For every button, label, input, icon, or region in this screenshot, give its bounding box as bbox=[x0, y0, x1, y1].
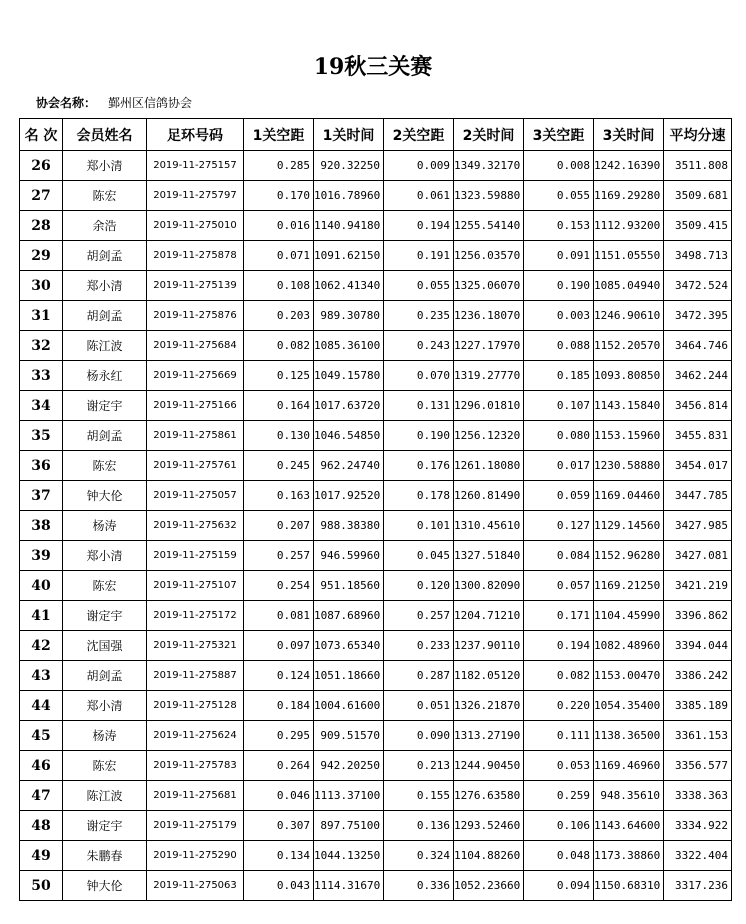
stage1-distance-cell: 0.264 bbox=[244, 751, 314, 781]
average-speed-cell: 3361.153 bbox=[664, 721, 732, 751]
table-row bbox=[20, 211, 732, 241]
col-stage2-distance: 2关空距 bbox=[384, 119, 454, 151]
member-name-cell: 杨永红 bbox=[63, 361, 147, 391]
col-stage1-time: 1关时间 bbox=[314, 119, 384, 151]
member-name-cell: 朱鹏春 bbox=[63, 841, 147, 871]
table-row bbox=[20, 151, 732, 181]
stage2-distance-cell: 0.235 bbox=[384, 301, 454, 331]
stage2-distance-cell: 0.070 bbox=[384, 361, 454, 391]
stage3-time-cell: 948.35610 bbox=[594, 781, 664, 811]
stage2-distance-cell: 0.155 bbox=[384, 781, 454, 811]
stage1-time-cell: 1017.63720 bbox=[314, 391, 384, 421]
ring-number-cell: 2019-11-275063 bbox=[147, 871, 244, 901]
stage2-time-cell: 1237.90110 bbox=[454, 631, 524, 661]
stage3-time-cell: 1242.16390 bbox=[594, 151, 664, 181]
stage2-distance-cell: 0.131 bbox=[384, 391, 454, 421]
stage1-time-cell: 920.32250 bbox=[314, 151, 384, 181]
member-name-cell: 胡剑孟 bbox=[63, 421, 147, 451]
stage3-distance-cell: 0.088 bbox=[524, 331, 594, 361]
stage1-distance-cell: 0.170 bbox=[244, 181, 314, 211]
stage1-distance-cell: 0.245 bbox=[244, 451, 314, 481]
average-speed-cell: 3472.395 bbox=[664, 301, 732, 331]
table-row bbox=[20, 751, 732, 781]
rank-cell: 42 bbox=[20, 631, 63, 661]
stage3-time-cell: 1152.20570 bbox=[594, 331, 664, 361]
rank-cell: 45 bbox=[20, 721, 63, 751]
col-average-speed: 平均分速 bbox=[664, 119, 732, 151]
stage1-distance-cell: 0.125 bbox=[244, 361, 314, 391]
rank-cell: 29 bbox=[20, 241, 63, 271]
stage1-distance-cell: 0.124 bbox=[244, 661, 314, 691]
average-speed-cell: 3472.524 bbox=[664, 271, 732, 301]
ring-number-cell: 2019-11-275166 bbox=[147, 391, 244, 421]
stage2-distance-cell: 0.136 bbox=[384, 811, 454, 841]
stage2-distance-cell: 0.061 bbox=[384, 181, 454, 211]
average-speed-cell: 3456.814 bbox=[664, 391, 732, 421]
stage1-time-cell: 1091.62150 bbox=[314, 241, 384, 271]
member-name-cell: 余浩 bbox=[63, 211, 147, 241]
stage3-distance-cell: 0.127 bbox=[524, 511, 594, 541]
stage1-distance-cell: 0.130 bbox=[244, 421, 314, 451]
table-row bbox=[20, 601, 732, 631]
ring-number-cell: 2019-11-275321 bbox=[147, 631, 244, 661]
stage2-distance-cell: 0.051 bbox=[384, 691, 454, 721]
stage3-time-cell: 1129.14560 bbox=[594, 511, 664, 541]
ring-number-cell: 2019-11-275107 bbox=[147, 571, 244, 601]
stage1-distance-cell: 0.016 bbox=[244, 211, 314, 241]
stage2-time-cell: 1293.52460 bbox=[454, 811, 524, 841]
stage3-distance-cell: 0.194 bbox=[524, 631, 594, 661]
stage3-distance-cell: 0.106 bbox=[524, 811, 594, 841]
stage2-time-cell: 1204.71210 bbox=[454, 601, 524, 631]
member-name-cell: 谢定宇 bbox=[63, 391, 147, 421]
stage1-time-cell: 1017.92520 bbox=[314, 481, 384, 511]
stage2-distance-cell: 0.190 bbox=[384, 421, 454, 451]
ring-number-cell: 2019-11-275624 bbox=[147, 721, 244, 751]
stage2-distance-cell: 0.176 bbox=[384, 451, 454, 481]
stage1-distance-cell: 0.254 bbox=[244, 571, 314, 601]
stage3-time-cell: 1143.64600 bbox=[594, 811, 664, 841]
stage2-distance-cell: 0.324 bbox=[384, 841, 454, 871]
stage1-time-cell: 942.20250 bbox=[314, 751, 384, 781]
average-speed-cell: 3427.081 bbox=[664, 541, 732, 571]
stage2-distance-cell: 0.178 bbox=[384, 481, 454, 511]
average-speed-cell: 3356.577 bbox=[664, 751, 732, 781]
stage1-time-cell: 946.59960 bbox=[314, 541, 384, 571]
table-row bbox=[20, 331, 732, 361]
results-table bbox=[19, 118, 732, 901]
stage2-time-cell: 1260.81490 bbox=[454, 481, 524, 511]
rank-cell: 35 bbox=[20, 421, 63, 451]
stage2-distance-cell: 0.101 bbox=[384, 511, 454, 541]
col-stage3-time: 3关时间 bbox=[594, 119, 664, 151]
member-name-cell: 陈宏 bbox=[63, 571, 147, 601]
average-speed-cell: 3462.244 bbox=[664, 361, 732, 391]
stage2-time-cell: 1326.21870 bbox=[454, 691, 524, 721]
ring-number-cell: 2019-11-275057 bbox=[147, 481, 244, 511]
stage3-time-cell: 1143.15840 bbox=[594, 391, 664, 421]
average-speed-cell: 3394.044 bbox=[664, 631, 732, 661]
stage1-time-cell: 1087.68960 bbox=[314, 601, 384, 631]
average-speed-cell: 3421.219 bbox=[664, 571, 732, 601]
stage3-distance-cell: 0.091 bbox=[524, 241, 594, 271]
stage3-distance-cell: 0.048 bbox=[524, 841, 594, 871]
stage2-distance-cell: 0.090 bbox=[384, 721, 454, 751]
rank-cell: 40 bbox=[20, 571, 63, 601]
rank-cell: 49 bbox=[20, 841, 63, 871]
stage3-distance-cell: 0.003 bbox=[524, 301, 594, 331]
stage1-distance-cell: 0.097 bbox=[244, 631, 314, 661]
stage2-time-cell: 1256.03570 bbox=[454, 241, 524, 271]
stage2-time-cell: 1300.82090 bbox=[454, 571, 524, 601]
col-stage2-time: 2关时间 bbox=[454, 119, 524, 151]
average-speed-cell: 3385.189 bbox=[664, 691, 732, 721]
member-name-cell: 钟大伦 bbox=[63, 481, 147, 511]
stage2-time-cell: 1255.54140 bbox=[454, 211, 524, 241]
stage1-time-cell: 1051.18660 bbox=[314, 661, 384, 691]
stage2-distance-cell: 0.336 bbox=[384, 871, 454, 901]
average-speed-cell: 3454.017 bbox=[664, 451, 732, 481]
stage3-distance-cell: 0.053 bbox=[524, 751, 594, 781]
member-name-cell: 钟大伦 bbox=[63, 871, 147, 901]
average-speed-cell: 3334.922 bbox=[664, 811, 732, 841]
stage3-time-cell: 1138.36500 bbox=[594, 721, 664, 751]
col-member-name: 会员姓名 bbox=[63, 119, 147, 151]
rank-cell: 41 bbox=[20, 601, 63, 631]
ring-number-cell: 2019-11-275128 bbox=[147, 691, 244, 721]
rank-cell: 30 bbox=[20, 271, 63, 301]
ring-number-cell: 2019-11-275157 bbox=[147, 151, 244, 181]
stage2-distance-cell: 0.213 bbox=[384, 751, 454, 781]
stage2-distance-cell: 0.287 bbox=[384, 661, 454, 691]
stage2-time-cell: 1052.23660 bbox=[454, 871, 524, 901]
stage2-distance-cell: 0.055 bbox=[384, 271, 454, 301]
table-row bbox=[20, 421, 732, 451]
stage3-distance-cell: 0.185 bbox=[524, 361, 594, 391]
stage1-time-cell: 988.38380 bbox=[314, 511, 384, 541]
ring-number-cell: 2019-11-275172 bbox=[147, 601, 244, 631]
stage1-distance-cell: 0.184 bbox=[244, 691, 314, 721]
stage1-distance-cell: 0.207 bbox=[244, 511, 314, 541]
table-row bbox=[20, 631, 732, 661]
average-speed-cell: 3396.862 bbox=[664, 601, 732, 631]
rank-cell: 28 bbox=[20, 211, 63, 241]
average-speed-cell: 3338.363 bbox=[664, 781, 732, 811]
stage1-time-cell: 1140.94180 bbox=[314, 211, 384, 241]
table-row bbox=[20, 361, 732, 391]
table-row bbox=[20, 691, 732, 721]
table-row bbox=[20, 811, 732, 841]
rank-cell: 46 bbox=[20, 751, 63, 781]
stage3-time-cell: 1150.68310 bbox=[594, 871, 664, 901]
stage1-distance-cell: 0.164 bbox=[244, 391, 314, 421]
rank-cell: 33 bbox=[20, 361, 63, 391]
stage2-distance-cell: 0.194 bbox=[384, 211, 454, 241]
stage2-time-cell: 1349.32170 bbox=[454, 151, 524, 181]
stage1-time-cell: 1049.15780 bbox=[314, 361, 384, 391]
stage2-time-cell: 1182.05120 bbox=[454, 661, 524, 691]
ring-number-cell: 2019-11-275887 bbox=[147, 661, 244, 691]
stage3-time-cell: 1054.35400 bbox=[594, 691, 664, 721]
stage3-time-cell: 1153.00470 bbox=[594, 661, 664, 691]
average-speed-cell: 3322.404 bbox=[664, 841, 732, 871]
stage3-distance-cell: 0.220 bbox=[524, 691, 594, 721]
average-speed-cell: 3498.713 bbox=[664, 241, 732, 271]
table-row bbox=[20, 451, 732, 481]
stage1-time-cell: 1062.41340 bbox=[314, 271, 384, 301]
stage2-time-cell: 1327.51840 bbox=[454, 541, 524, 571]
table-row bbox=[20, 391, 732, 421]
ring-number-cell: 2019-11-275681 bbox=[147, 781, 244, 811]
stage2-time-cell: 1227.17970 bbox=[454, 331, 524, 361]
stage3-distance-cell: 0.259 bbox=[524, 781, 594, 811]
stage3-distance-cell: 0.080 bbox=[524, 421, 594, 451]
page-title: 19秋三关赛 bbox=[313, 54, 433, 80]
table-row bbox=[20, 571, 732, 601]
stage3-distance-cell: 0.094 bbox=[524, 871, 594, 901]
stage3-distance-cell: 0.171 bbox=[524, 601, 594, 631]
table-row bbox=[20, 181, 732, 211]
stage1-time-cell: 962.24740 bbox=[314, 451, 384, 481]
member-name-cell: 郑小清 bbox=[63, 151, 147, 181]
average-speed-cell: 3317.236 bbox=[664, 871, 732, 901]
stage2-distance-cell: 0.120 bbox=[384, 571, 454, 601]
stage3-distance-cell: 0.059 bbox=[524, 481, 594, 511]
stage3-distance-cell: 0.082 bbox=[524, 661, 594, 691]
ring-number-cell: 2019-11-275632 bbox=[147, 511, 244, 541]
col-ring-number: 足环号码 bbox=[147, 119, 244, 151]
table-row bbox=[20, 661, 732, 691]
average-speed-cell: 3509.681 bbox=[664, 181, 732, 211]
stage1-time-cell: 951.18560 bbox=[314, 571, 384, 601]
member-name-cell: 陈江波 bbox=[63, 781, 147, 811]
stage1-distance-cell: 0.163 bbox=[244, 481, 314, 511]
stage1-distance-cell: 0.307 bbox=[244, 811, 314, 841]
table-row bbox=[20, 481, 732, 511]
stage2-time-cell: 1319.27770 bbox=[454, 361, 524, 391]
stage3-distance-cell: 0.111 bbox=[524, 721, 594, 751]
stage3-distance-cell: 0.084 bbox=[524, 541, 594, 571]
rank-cell: 27 bbox=[20, 181, 63, 211]
ring-number-cell: 2019-11-275179 bbox=[147, 811, 244, 841]
stage3-time-cell: 1169.46960 bbox=[594, 751, 664, 781]
ring-number-cell: 2019-11-275290 bbox=[147, 841, 244, 871]
stage1-time-cell: 989.30780 bbox=[314, 301, 384, 331]
stage1-distance-cell: 0.046 bbox=[244, 781, 314, 811]
stage1-time-cell: 909.51570 bbox=[314, 721, 384, 751]
stage3-time-cell: 1153.15960 bbox=[594, 421, 664, 451]
stage1-distance-cell: 0.081 bbox=[244, 601, 314, 631]
stage3-time-cell: 1151.05550 bbox=[594, 241, 664, 271]
stage1-distance-cell: 0.203 bbox=[244, 301, 314, 331]
stage2-time-cell: 1244.90450 bbox=[454, 751, 524, 781]
table-row bbox=[20, 871, 732, 901]
stage1-time-cell: 1004.61600 bbox=[314, 691, 384, 721]
ring-number-cell: 2019-11-275669 bbox=[147, 361, 244, 391]
stage2-time-cell: 1104.88260 bbox=[454, 841, 524, 871]
stage3-time-cell: 1230.58880 bbox=[594, 451, 664, 481]
stage1-distance-cell: 0.285 bbox=[244, 151, 314, 181]
stage3-distance-cell: 0.008 bbox=[524, 151, 594, 181]
stage2-time-cell: 1276.63580 bbox=[454, 781, 524, 811]
table-row bbox=[20, 271, 732, 301]
stage1-time-cell: 1044.13250 bbox=[314, 841, 384, 871]
ring-number-cell: 2019-11-275139 bbox=[147, 271, 244, 301]
stage2-distance-cell: 0.243 bbox=[384, 331, 454, 361]
ring-number-cell: 2019-11-275159 bbox=[147, 541, 244, 571]
header-row bbox=[20, 119, 732, 151]
ring-number-cell: 2019-11-275684 bbox=[147, 331, 244, 361]
col-rank: 名 次 bbox=[20, 119, 63, 151]
average-speed-cell: 3386.242 bbox=[664, 661, 732, 691]
stage1-time-cell: 1046.54850 bbox=[314, 421, 384, 451]
stage3-distance-cell: 0.153 bbox=[524, 211, 594, 241]
stage2-time-cell: 1310.45610 bbox=[454, 511, 524, 541]
col-stage3-distance: 3关空距 bbox=[524, 119, 594, 151]
stage3-time-cell: 1152.96280 bbox=[594, 541, 664, 571]
rank-cell: 44 bbox=[20, 691, 63, 721]
stage2-time-cell: 1236.18070 bbox=[454, 301, 524, 331]
table-row bbox=[20, 781, 732, 811]
stage1-distance-cell: 0.082 bbox=[244, 331, 314, 361]
stage3-time-cell: 1173.38860 bbox=[594, 841, 664, 871]
member-name-cell: 陈江波 bbox=[63, 331, 147, 361]
average-speed-cell: 3509.415 bbox=[664, 211, 732, 241]
member-name-cell: 郑小清 bbox=[63, 541, 147, 571]
stage1-time-cell: 1114.31670 bbox=[314, 871, 384, 901]
rank-cell: 48 bbox=[20, 811, 63, 841]
stage1-distance-cell: 0.043 bbox=[244, 871, 314, 901]
ring-number-cell: 2019-11-275010 bbox=[147, 211, 244, 241]
average-speed-cell: 3455.831 bbox=[664, 421, 732, 451]
ring-number-cell: 2019-11-275878 bbox=[147, 241, 244, 271]
stage2-distance-cell: 0.191 bbox=[384, 241, 454, 271]
ring-number-cell: 2019-11-275797 bbox=[147, 181, 244, 211]
rank-cell: 50 bbox=[20, 871, 63, 901]
stage3-time-cell: 1093.80850 bbox=[594, 361, 664, 391]
ring-number-cell: 2019-11-275876 bbox=[147, 301, 244, 331]
rank-cell: 32 bbox=[20, 331, 63, 361]
stage1-distance-cell: 0.108 bbox=[244, 271, 314, 301]
member-name-cell: 谢定宇 bbox=[63, 601, 147, 631]
stage3-time-cell: 1246.90610 bbox=[594, 301, 664, 331]
member-name-cell: 胡剑孟 bbox=[63, 241, 147, 271]
rank-cell: 43 bbox=[20, 661, 63, 691]
ring-number-cell: 2019-11-275783 bbox=[147, 751, 244, 781]
member-name-cell: 陈宏 bbox=[63, 451, 147, 481]
stage3-time-cell: 1112.93200 bbox=[594, 211, 664, 241]
rank-cell: 31 bbox=[20, 301, 63, 331]
table-row bbox=[20, 841, 732, 871]
stage1-time-cell: 1016.78960 bbox=[314, 181, 384, 211]
stage3-distance-cell: 0.107 bbox=[524, 391, 594, 421]
stage1-time-cell: 897.75100 bbox=[314, 811, 384, 841]
stage2-time-cell: 1323.59880 bbox=[454, 181, 524, 211]
average-speed-cell: 3464.746 bbox=[664, 331, 732, 361]
member-name-cell: 陈宏 bbox=[63, 751, 147, 781]
stage2-distance-cell: 0.233 bbox=[384, 631, 454, 661]
member-name-cell: 谢定宇 bbox=[63, 811, 147, 841]
stage1-time-cell: 1085.36100 bbox=[314, 331, 384, 361]
stage1-time-cell: 1113.37100 bbox=[314, 781, 384, 811]
stage1-distance-cell: 0.071 bbox=[244, 241, 314, 271]
stage3-time-cell: 1169.04460 bbox=[594, 481, 664, 511]
stage3-distance-cell: 0.017 bbox=[524, 451, 594, 481]
member-name-cell: 杨涛 bbox=[63, 721, 147, 751]
member-name-cell: 郑小清 bbox=[63, 691, 147, 721]
rank-cell: 37 bbox=[20, 481, 63, 511]
association-label: 协会名称： bbox=[36, 96, 97, 110]
member-name-cell: 胡剑孟 bbox=[63, 301, 147, 331]
average-speed-cell: 3511.808 bbox=[664, 151, 732, 181]
stage2-distance-cell: 0.009 bbox=[384, 151, 454, 181]
member-name-cell: 杨涛 bbox=[63, 511, 147, 541]
stage1-distance-cell: 0.257 bbox=[244, 541, 314, 571]
stage3-time-cell: 1082.48960 bbox=[594, 631, 664, 661]
average-speed-cell: 3447.785 bbox=[664, 481, 732, 511]
stage2-distance-cell: 0.257 bbox=[384, 601, 454, 631]
stage1-distance-cell: 0.295 bbox=[244, 721, 314, 751]
table-row bbox=[20, 541, 732, 571]
stage2-time-cell: 1256.12320 bbox=[454, 421, 524, 451]
member-name-cell: 郑小清 bbox=[63, 271, 147, 301]
stage2-time-cell: 1325.06070 bbox=[454, 271, 524, 301]
stage3-time-cell: 1104.45990 bbox=[594, 601, 664, 631]
stage2-time-cell: 1261.18080 bbox=[454, 451, 524, 481]
stage3-time-cell: 1169.21250 bbox=[594, 571, 664, 601]
average-speed-cell: 3427.985 bbox=[664, 511, 732, 541]
stage3-distance-cell: 0.057 bbox=[524, 571, 594, 601]
ring-number-cell: 2019-11-275861 bbox=[147, 421, 244, 451]
table-row bbox=[20, 241, 732, 271]
stage2-time-cell: 1296.01810 bbox=[454, 391, 524, 421]
stage2-distance-cell: 0.045 bbox=[384, 541, 454, 571]
rank-cell: 26 bbox=[20, 151, 63, 181]
member-name-cell: 沈国强 bbox=[63, 631, 147, 661]
rank-cell: 34 bbox=[20, 391, 63, 421]
association-line bbox=[36, 94, 192, 111]
table-row bbox=[20, 511, 732, 541]
stage3-distance-cell: 0.055 bbox=[524, 181, 594, 211]
stage3-time-cell: 1169.29280 bbox=[594, 181, 664, 211]
ring-number-cell: 2019-11-275761 bbox=[147, 451, 244, 481]
rank-cell: 39 bbox=[20, 541, 63, 571]
stage1-time-cell: 1073.65340 bbox=[314, 631, 384, 661]
col-stage1-distance: 1关空距 bbox=[244, 119, 314, 151]
stage1-distance-cell: 0.134 bbox=[244, 841, 314, 871]
rank-cell: 36 bbox=[20, 451, 63, 481]
member-name-cell: 陈宏 bbox=[63, 181, 147, 211]
stage3-distance-cell: 0.190 bbox=[524, 271, 594, 301]
rank-cell: 47 bbox=[20, 781, 63, 811]
member-name-cell: 胡剑孟 bbox=[63, 661, 147, 691]
association-value: 鄞州区信鸽协会 bbox=[108, 96, 193, 110]
stage3-time-cell: 1085.04940 bbox=[594, 271, 664, 301]
stage2-time-cell: 1313.27190 bbox=[454, 721, 524, 751]
table-row bbox=[20, 301, 732, 331]
table-row bbox=[20, 721, 732, 751]
rank-cell: 38 bbox=[20, 511, 63, 541]
